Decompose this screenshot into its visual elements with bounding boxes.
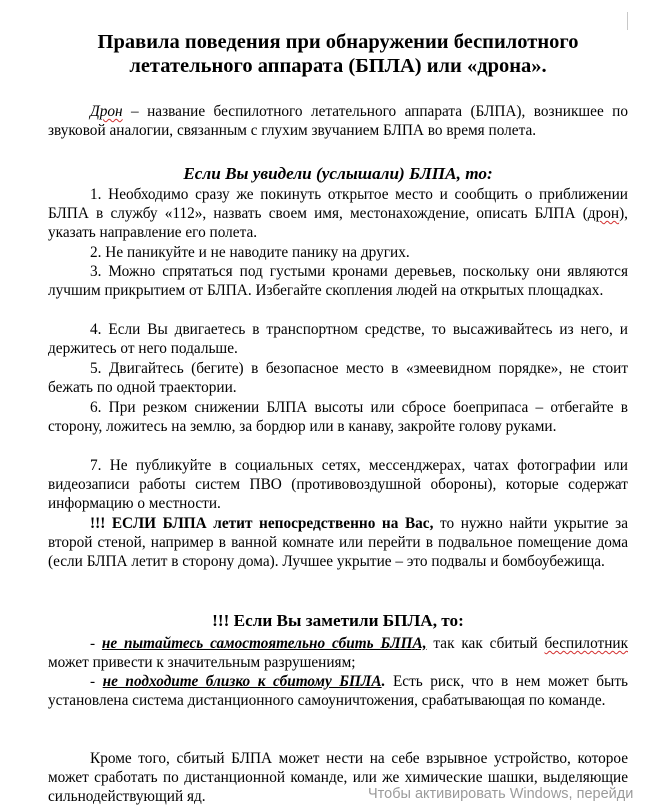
section2-item-1 <box>48 634 628 672</box>
section2-item-1-text-b: может привести к значительным разрушениям; <box>48 654 356 672</box>
list-item-6: 6. При резком снижении БЛПА высоты или сбросе боеприпаса – отбегайте в сторону, ложитесь на землю, за бордюр или в канаву, закройте голову руками. <box>48 399 628 436</box>
margin-marker <box>627 12 628 30</box>
section2-item-2-emphasis: не подходите близко к сбитому БПЛА <box>102 673 382 690</box>
section2-item-1-term: беспилотник <box>544 635 628 652</box>
list-item-1-text-a: 1. Необходимо сразу же покинуть открытое место и сообщить о приближении БЛПА в службу «112», назвать своем имя, местонахождение, описать БЛПА ( <box>48 186 628 223</box>
closing-paragraph: Кроме того, сбитый БЛПА может нести на себе взрывное устройство, которое может сработать по дистанционной команде, или же химические шашки, выделяющие сильнодействующий яд. <box>48 750 628 806</box>
list-item-7: 7. Не публикуйте в социальных сетях, мессенджерах, чатах фотографии или видеозаписи работы систем ПВО (противовоздушной обороны), которые содержат информацию о местности. <box>48 457 628 513</box>
section2-item-1-emphasis: не пытайтесь самостоятельно сбить БЛПА, <box>101 635 427 652</box>
section2-item-1-dash: - <box>90 635 102 652</box>
warning-bold: !!! ЕСЛИ БЛПА летит непосредственно на Вас, <box>90 515 434 532</box>
title-line-2: летательного аппарата (БПЛА) или «дрона». <box>129 55 547 77</box>
section1-heading: Если Вы увидели (услышали) БЛПА, то: <box>183 164 493 183</box>
section2-item-2-text: Есть риск, что в нем может быть установлена система дистанционного самоуничтожения, срабатывающая по команде. <box>48 673 628 710</box>
list-item-3: 3. Можно спрятаться под густыми кронами деревьев, поскольку они являются лучшим прикрытием от БЛПА. Избегайте скопления людей на открытых площадках. <box>48 263 628 300</box>
title-line-1: Правила поведения при обнаружении беспилотного <box>97 31 579 53</box>
document-title <box>48 30 628 78</box>
section2-item-2-dot: . <box>381 673 386 690</box>
intro-term: Дрон <box>90 103 123 120</box>
list-item-1-term: дрон <box>587 205 620 223</box>
section2-item-1-text-a: так как сбитый <box>426 635 545 652</box>
warning-text: то нужно найти укрытие за второй стеной, например в ванной комнате или перейти в подвальное помещение дома (если БЛПА летит в сторону дома). Лучшее укрытие – это подвалы и бомбоубежища. <box>48 515 628 571</box>
warning-paragraph <box>48 514 628 572</box>
list-item-1-text-b: ), указать направление его полета. <box>48 205 628 242</box>
intro-paragraph <box>48 102 628 140</box>
activation-watermark: Чтобы активировать Windows, перейди <box>368 786 634 802</box>
section2-item-2-dash: - <box>90 673 103 690</box>
section2-heading: !!! Если Вы заметили БПЛА, то: <box>212 611 464 630</box>
intro-text: – название беспилотного летательного аппарата (БЛПА), возникшее по звуковой аналогии, связанным с глухим звучанием БЛПА во время полета. <box>48 103 628 140</box>
list-item-2: 2. Не паникуйте и не наводите панику на других. <box>90 244 410 261</box>
list-item-1 <box>48 185 628 243</box>
list-item-5: 5. Двигайтесь (бегите) в безопасное место в «змеевидном порядке», не стоит бежать по одной траектории. <box>48 360 628 397</box>
list-item-4: 4. Если Вы двигаетесь в транспортном средстве, то высаживайтесь из него, и держитесь от него подальше. <box>48 321 628 358</box>
section2-item-2 <box>48 672 628 710</box>
